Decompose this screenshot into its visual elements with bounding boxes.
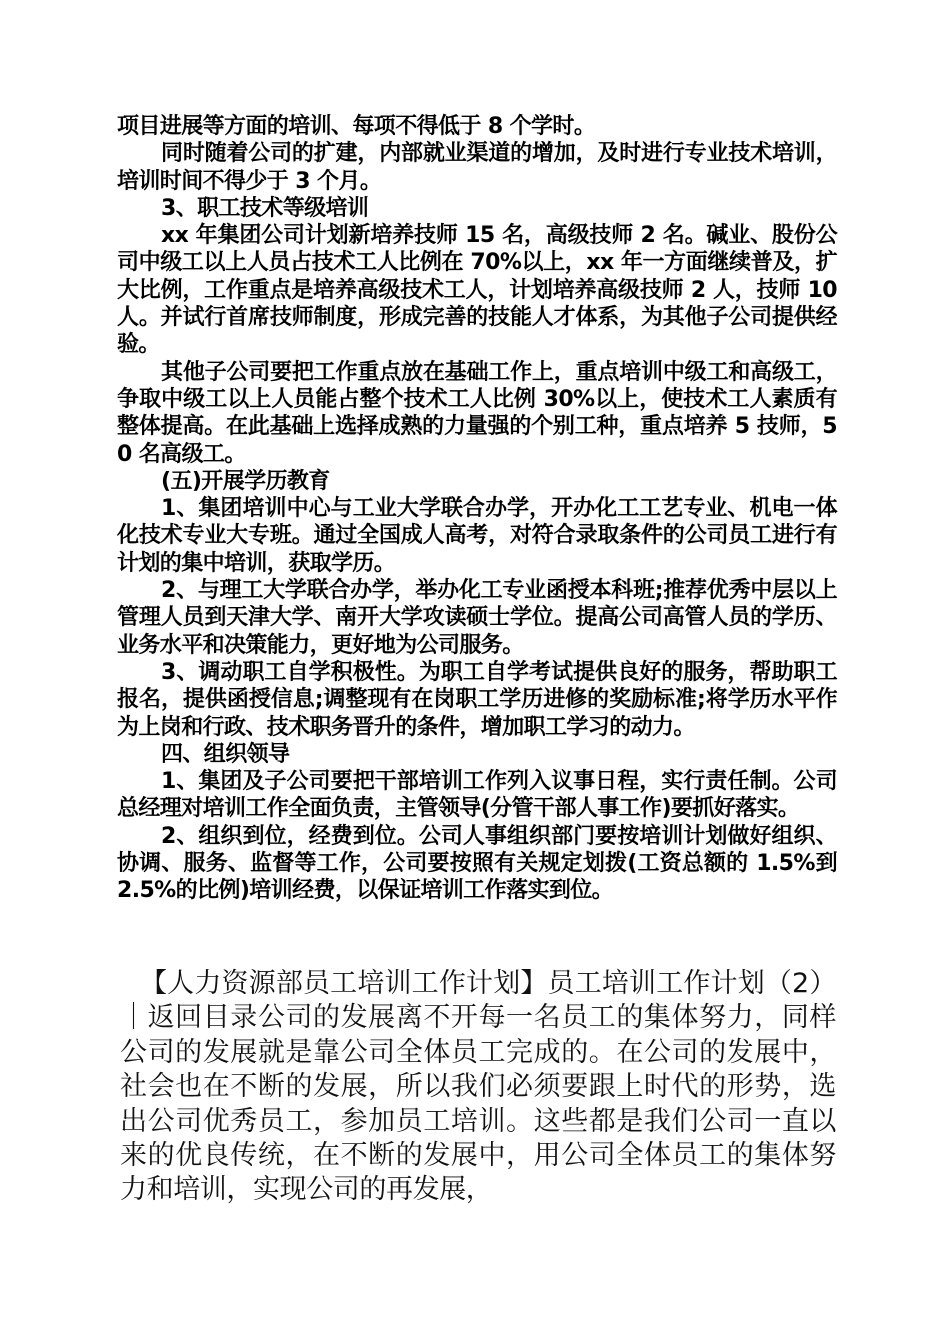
closing-text-section <box>120 967 836 1208</box>
paragraph-closing: 【人力资源部员工培训工作计划】员工培训工作计划（2）｜返回目录公司的发展离不开每一名员工的集体努力，同样公司的发展就是靠公司全体员工完成的。在公司的发展中，社会也在不断的发展，所以我们必须要跟上时代的形势，选出公司优秀员工，参加员工培训。这些都是我们公司一直以来的优良传统，在不断的发展中，用公司全体员工的集体努力和培训，实现公司的再发展， <box>120 968 836 1206</box>
paragraph-self-study: 3、调动职工自学积极性。为职工自学考试提供良好的服务，帮助职工报名，提供函授信息;调整现有在岗职工学历进修的奖励标准;将学历水平作为上岗和行政、技术职务晋升的条件，增加职工学习的动力。 <box>117 659 837 740</box>
paragraph-technician-plan: xx 年集团公司计划新培养技师 15 名，高级技师 2 名。碱业、股份公司中级工以上人员占技术工人比例在 70%以上，xx 年一方面继续普及，扩大比例，工作重点是培养高级技术工人，计划培养高级技师 2 人，技师 10 人。并试行首席技师制度，形成完善的技能人才体系，为其他子公司提供经验。 <box>117 223 837 358</box>
paragraph-university-program: 2、与理工大学联合办学，举办化工专业函授本科班;推荐优秀中层以上管理人员到天津大学、南开大学攻读硕士学位。提高公司高管人员的学历、业务水平和决策能力，更好地为公司服务。 <box>117 578 837 658</box>
bold-text-section <box>117 113 837 905</box>
paragraph-training-hours: 项目进展等方面的培训、每项不得低于 8 个学时。 <box>117 114 596 139</box>
heading-skill-level-training: 3、职工技术等级培训 <box>161 195 369 221</box>
paragraph-responsibility-system: 1、集团及子公司要把干部培训工作列入议事日程，实行责任制。公司总经理对培训工作全面负责，主管领导(分管干部人事工作)要抓好落实。 <box>117 769 837 822</box>
paragraph-funding: 2、组织到位，经费到位。公司人事组织部门要按培训计划做好组织、协调、服务、监督等工作，公司要按照有关规定划拨(工资总额的 1.5%到 2.5%的比例)培训经费，以保证培训工作落实到位。 <box>117 823 837 904</box>
heading-organization-leadership: 四、组织领导 <box>161 741 290 767</box>
paragraph-professional-training: 同时随着公司的扩建，内部就业渠道的增加，及时进行专业技术培训，培训时间不得少于 3 个月。 <box>117 141 837 194</box>
paragraph-subsidiary-training: 其他子公司要把工作重点放在基础工作上，重点培训中级工和高级工，争取中级工以上人员能占整个技术工人比例 30%以上，使技术工人素质有整体提高。在此基础上选择成熟的力量强的个别工种，重点培养 5 技师，50 名高级工。 <box>117 359 837 467</box>
heading-academic-education: (五)开展学历教育 <box>161 468 330 494</box>
paragraph-college-program: 1、集团培训中心与工业大学联合办学，开办化工工艺专业、机电一体化技术专业大专班。通过全国成人高考，对符合录取条件的公司员工进行有计划的集中培训，获取学历。 <box>117 496 837 576</box>
